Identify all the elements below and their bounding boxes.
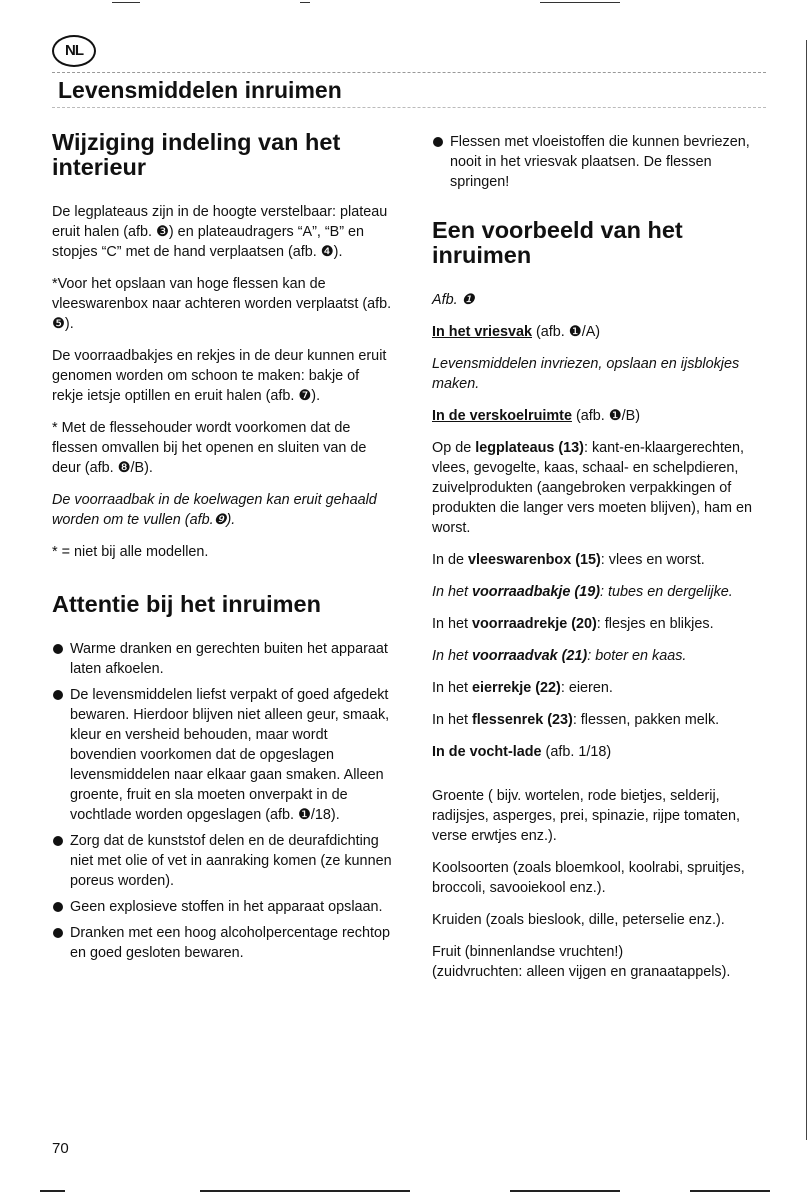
paragraph: [432, 678, 772, 698]
text: In het: [432, 712, 473, 728]
bottom-rule: [200, 1190, 410, 1192]
paragraph: Koolsoorten (zoals bloemkool, koolrabi, spruitjes, broccoli, savooiekool enz.).: [432, 860, 745, 896]
storage-bin-label: voorraadbakje (19): [472, 584, 600, 600]
paragraph: [432, 582, 772, 602]
footnote: * = niet bij alle modellen.: [52, 544, 209, 560]
paragraph: Groente ( bijv. wortelen, rode bietjes, selderij, radijsjes, asperges, prei, spinazie, rijpe tomaten, verse erwtjes enz.).: [432, 788, 740, 844]
list-item: De levensmiddelen liefst verpakt of goed afgedekt bewaren. Hierdoor blijven niet alleen geur, smaak, kleur en versheid behouden, maar wordt bovendien voorkomen dat de opgeslagen levensmiddelen naar elkaar gaan smaken. Alleen groente, fruit en sla moeten onverpakt in de vochtlade worden opgeslagen (afb. ❶/18).: [52, 685, 392, 825]
fridge-heading: [432, 406, 772, 426]
list-item: Flessen met vloeistoffen die kunnen bevriezen, nooit in het vriesvak plaatsen. De flessen springen!: [432, 132, 772, 192]
figure-reference: Afb. ❶: [432, 292, 475, 308]
section-title: Levensmiddelen inruimen: [58, 77, 342, 103]
right-column: [432, 132, 772, 994]
heading-example: Een voorbeeld van het inruimen: [432, 217, 683, 268]
paragraph: [432, 742, 772, 762]
shelf-label: legplateaus (13): [475, 440, 584, 456]
paragraph: [432, 550, 772, 570]
paragraph: [432, 438, 772, 538]
text: Op de: [432, 440, 476, 456]
freezer-heading: [432, 322, 772, 342]
text: : vlees en worst.: [600, 552, 705, 568]
text: : flessen, pakken melk.: [572, 712, 720, 728]
list-item: Zorg dat de kunststof delen en de deurafdichting niet met olie of vet in aanraking komen (ze kunnen poreus worden).: [52, 831, 392, 891]
text: (afb. 1/18): [541, 744, 612, 760]
bottom-rule: [40, 1190, 65, 1192]
bottom-rule: [510, 1190, 620, 1192]
storage-compartment-label: voorraadvak (21): [472, 648, 588, 664]
list-item: Warme dranken en gerechten buiten het apparaat laten afkoelen.: [52, 639, 392, 679]
top-rule: [300, 2, 310, 3]
paragraph: [432, 710, 772, 730]
storage-rack-label: voorraadrekje (20): [472, 616, 597, 632]
left-column: [52, 130, 392, 969]
bottom-rule: [690, 1190, 770, 1192]
crisper-label: In de vocht-lade: [432, 744, 542, 760]
bottle-rack-label: flessenrek (23): [472, 712, 573, 728]
fridge-label: In de verskoelruimte: [432, 408, 572, 424]
fridge-ref: (afb. ❶/B): [571, 408, 641, 424]
text: : boter en kaas.: [587, 648, 687, 664]
freezer-ref: (afb. ❶/A): [532, 324, 601, 340]
top-rule: [112, 2, 140, 3]
paragraph: [432, 614, 772, 634]
bottle-warning-list: [432, 132, 772, 192]
text: : tubes en dergelijke.: [600, 584, 733, 600]
page-edge: [806, 40, 807, 1140]
paragraph: Kruiden (zoals bieslook, dille, peterselie enz.).: [432, 912, 725, 928]
text: : eieren.: [560, 680, 613, 696]
paragraph: *Voor het opslaan van hoge flessen kan de vleeswarenbox naar achteren worden verplaatst (afb. ❺).: [52, 276, 392, 332]
paragraph: [432, 646, 772, 666]
text: In het: [432, 616, 473, 632]
language-badge: NL: [52, 35, 96, 67]
paragraph: * Met de flessehouder wordt voorkomen dat de flessen omvallen bij het openen en sluiten van de deur (afb. ❽/B).: [52, 420, 367, 476]
meat-box-label: vleeswarenbox (15): [468, 552, 601, 568]
egg-rack-label: eierrekje (22): [472, 680, 561, 696]
section-header: [52, 72, 766, 108]
paragraph: Fruit (binnenlandse vruchten!): [432, 944, 624, 960]
heading-attention: Attentie bij het inruimen: [52, 591, 321, 617]
freezer-label: In het vriesvak: [432, 324, 532, 340]
paragraph: De voorraadbak in de koelwagen kan eruit gehaald worden om te vullen (afb.❾).: [52, 492, 377, 528]
paragraph: De voorraadbakjes en rekjes in de deur kunnen eruit genomen worden om schoon te maken: bakje of rekje ietsje optillen en eruit halen (afb. ❼).: [52, 348, 387, 404]
text: In het: [432, 680, 473, 696]
text: : kant-en-klaargerechten, vlees, gevogelte, kaas, schaal- en schelpdieren, zuivelprodukten (aangebroken verpakkingen of produkten die langer vers moeten blijven), ham en worst.: [432, 440, 752, 536]
text: In het: [432, 584, 473, 600]
attention-list: [52, 639, 392, 963]
heading-interior: Wijziging indeling van het interieur: [52, 129, 341, 180]
paragraph: De legplateaus zijn in de hoogte verstelbaar: plateau eruit halen (afb. ❸) en plateaudragers “A”, “B” en stopjes “C” met de hand verplaatsen (afb. ❹).: [52, 204, 388, 260]
text: In de: [432, 552, 469, 568]
list-item: Geen explosieve stoffen in het apparaat opslaan.: [52, 897, 392, 917]
list-item: Dranken met een hoog alcoholpercentage rechtop en goed gesloten bewaren.: [52, 923, 392, 963]
top-rule: [540, 2, 620, 3]
page-number: 70: [52, 1140, 69, 1157]
text: In het: [432, 648, 473, 664]
text: : flesjes en blikjes.: [596, 616, 714, 632]
paragraph: Levensmiddelen invriezen, opslaan en ijsblokjes maken.: [432, 356, 740, 392]
paragraph: (zuidvruchten: alleen vijgen en granaatappels).: [432, 964, 731, 980]
